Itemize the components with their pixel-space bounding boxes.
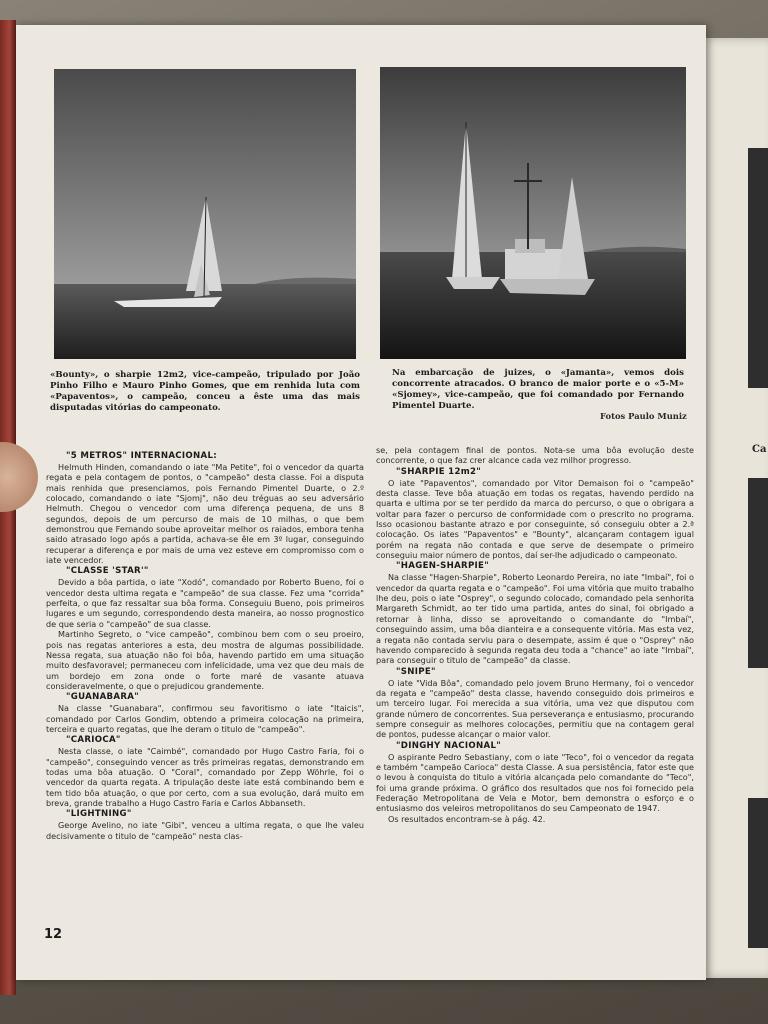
facing-page <box>700 38 768 978</box>
article-paragraph: O iate "Vida Bôa", comandado pelo jovem Bruno Hermany, foi o vencedor da regata e "campeão" desta classe, havendo conseguido dois primeiros e um terceiro lugar. Foi merecida a sua vitória, uma vez que disputou com grande número de concorrentes. Sua perseverança e entusiasmo, procurando sempre conseguir as melhores colocações, permitiu que na contagem geral de pontos, pudesse alcançar o maior valor. <box>376 677 694 740</box>
article-paragraph: Martinho Segreto, o "vice campeão", combinou bem com o seu proeiro, pois nas regatas anteriores a esta, deu mostra de algumas possibilidade. Nessa regata, sua atuação não foi bôa, havendo partido em uma situação muito desfavoravel; permaneceu com infelicidade, uma vez que deu mais de um bordejo em zona onde o forte maré de vasante atuava consideravelmente, o que o prejudicou grandemente. <box>46 629 364 691</box>
section-heading: "DINGHY NACIONAL" <box>396 740 502 751</box>
article-paragraph: Os resultados encontram-se à pág. 42. <box>388 813 546 824</box>
article-paragraph: George Avelino, no iate "Gibi", venceu a ultima regata, o que lhe valeu decisivamente o titulo de "campeão" nesta clas- <box>46 820 364 841</box>
section-heading: "HAGEN-SHARPIE" <box>396 561 489 572</box>
article-column-left <box>46 450 364 841</box>
article-paragraph: Helmuth Hinden, comandando o iate "Ma Petite", foi o vencedor da quarta regata e pela contagem de pontos, o "campeão" desta classe. Foi a disputa mais renhida que presenciamos, pois Fernando Pimentel Duarte, o 2.º colocado, comandando o iate "Sjomj", não deu tréguas ao seu adversário Helmuth. Chegou o vencedor com uma diferença pequena, de uns 8 segundos, depois de um percurso de mais de 10 milhas, o que bem demonstrou que Fernando soube aproveitar melhor os raiados, embora tenha saido atrasado logo após a partida, achava-se êle em 3º lugar, conseguindo recuperar a diferença e por mais de uma vez esteve em compromisso com o iate vencedor. <box>46 462 364 566</box>
facing-page-text-fragment: Ca <box>752 444 767 455</box>
photo-caption-right: Na embarcação de juizes, o «Jamanta», vemos dois concorrente atracados. O branco de maior porte e o «5-M» «Sjomey», vice-campeão, que foi comandado por Fernando Pimentel Duarte. <box>392 368 684 411</box>
section-heading: "SHARPIE 12m2" <box>396 466 482 477</box>
article-paragraph: O iate "Papaventos", comandado por Vitor Demaison foi o "campeão" desta classe. Teve bôa atuação em todas os regatas, havendo perdido na quarta e ultima por se ter perdido da marca do percurso, o que o obrigara a voltar para fazer o percurso de conformidade com o prescrito no programa. Isso ocasionou bastante atrazo e por conseguinte, só conseguiu obter a 2.ª colocação. Os iates "Papaventos" e "Bounty", alcançaram contagem igual porém na regata não contada e que serve de desempate o primeiro conseguiu maior número de pontos, daí ser-lhe adjudicado o campeonato. <box>376 477 694 561</box>
article-paragraph: Nesta classe, o iate "Caimbé", comandado por Hugo Castro Faria, foi o "campeão", conseguindo vencer as três primeiras regatas, demonstrando em todas uma bôa atuação. O "Coral", comandado por Zepp Wöhrle, foi o vencedor da quarta regata. A tripulação deste iate está combinando bem e tem tido bôa atuação, o que por certo, com a sua evolução, dará muito em breva, grande trabalho a Hugo Castro Faria e Carlos Abbanseth. <box>46 746 364 808</box>
photo-jamanta-judges-boat <box>380 67 686 359</box>
section-heading: "5 METROS" INTERNACIONAL: <box>66 451 217 461</box>
article-paragraph: Devido a bôa partida, o iate "Xodó", comandado por Roberto Bueno, foi o vencedor desta ultima regata e "campeão" de sua classe. Fez uma "corrida" perfeita, o que faz ressaltar sua bôa forma. Conseguiu Bueno, pois primeiros lugares e um segundo, correspondendo desta maneira, ao nosso prognostico de que seria o "campeão" de sua classe. <box>46 577 364 629</box>
article-column-right <box>376 445 694 824</box>
photo-credit: Fotos Paulo Muniz <box>600 411 687 421</box>
article-paragraph: Na classe "Hagen-Sharpie", Roberto Leonardo Pereira, no iate "Imbaí", foi o vencedor da quarta regata e o "campeão". Foi uma vitória que muito trabalho lhe deu, pois o iate "Osprey", o segundo colocado, comandado pela senhorita Margareth Schmidt, ao ter tido uma partida, antes do sinal, foi obrigado a retornar à linha, disso se aproveitando o comandante do "Imbaí", conseguindo assim, uma bôa dianteira e a consequente vitória. Mas esta vez, a regata não contada serviu para o desempate, assim é que o "Osprey" não havendo comparecido à segunda regata deu toda a "chance" ao iate "Imbaí", para conseguir o titulo de "campeão" da classe. <box>376 572 694 666</box>
article-paragraph: O aspirante Pedro Sebastiany, com o iate "Teco", foi o vencedor da regata e também "campeão Carioca" desta Classe. A sua persistência, fator este que o levou à conquista do titulo a vitória alcançada pelo comandante do "Teco", foi uma grande próxima. O gráfico dos resultados que nos foi fornecido pela Federação Metropolitana de Vela e Motor, bem demonstra o esforço e o entusiasmo dos veleiros metropolitanos do seu Campeonato de 1947. <box>376 751 694 814</box>
facing-page-photo <box>748 478 768 668</box>
photo-caption-left: «Bounty», o sharpie 12m2, vice-campeão, tripulado por João Pinho Filho e Mauro Pinho Gomes, que em renhida luta com «Papaventos», o campeão, conceu a êste uma das mais disputadas vitórias do campeonato. <box>50 370 360 413</box>
photo-bounty-sailboat <box>54 69 356 359</box>
article-paragraph: se, pela contagem final de pontos. Nota-se uma bôa evolução deste concorrente, o que faz crer alcance cada vez milhor progresso. <box>376 445 694 466</box>
section-heading: "LIGHTNING" <box>66 809 132 820</box>
section-heading: "SNIPE" <box>396 666 436 677</box>
section-heading: "CARIOCA" <box>66 735 121 746</box>
facing-page-photo <box>748 148 768 388</box>
page-number: 12 <box>44 927 63 942</box>
section-heading: "CLASSE 'STAR'" <box>66 566 149 577</box>
magazine-page <box>16 25 706 980</box>
facing-page-photo <box>748 798 768 948</box>
article-paragraph: Na classe "Guanabara", confirmou seu favoritismo o iate "Itaicis", comandado por Carlos Gondim, obtendo a primeira colocação na primeira, terceira e quarto regatas, que lhe deram o titulo de "campeão". <box>46 703 364 734</box>
section-heading: "GUANABARA" <box>66 692 139 703</box>
